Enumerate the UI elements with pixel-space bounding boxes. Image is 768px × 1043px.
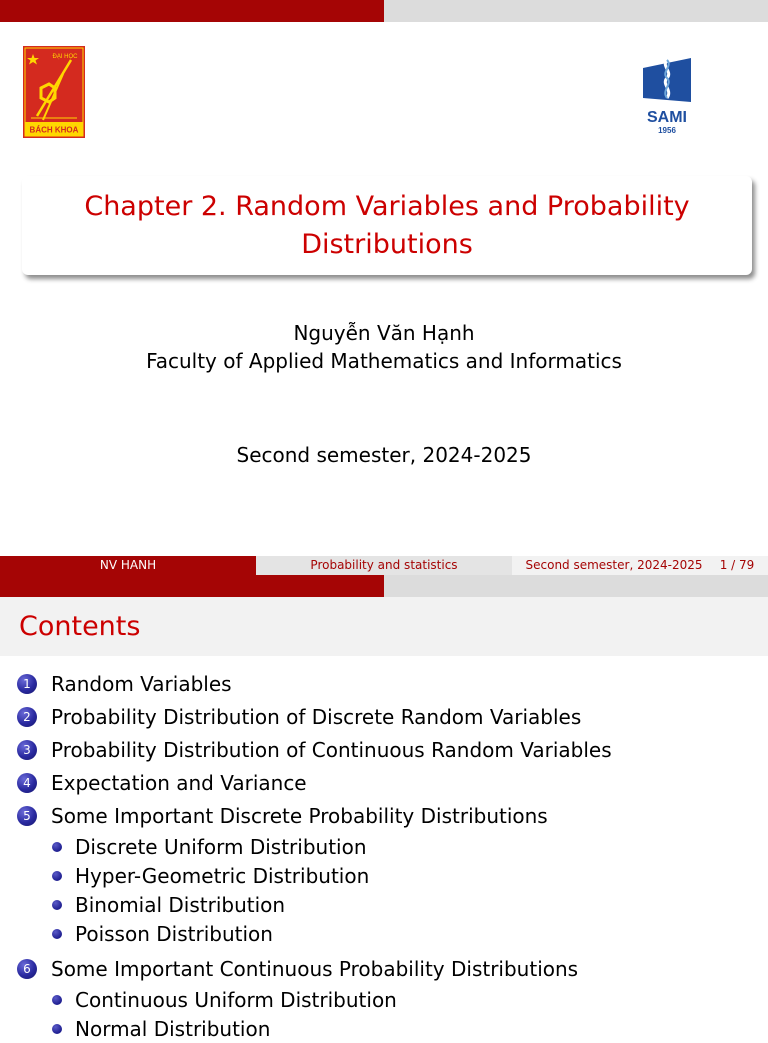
top-bar-gray [384,575,768,597]
section-number-badge: 2 [17,707,37,727]
logo-text-top: ĐẠI HỌC [52,54,78,60]
top-bar [0,575,768,597]
toc-subsection[interactable] [0,832,768,861]
subsection-label: Binomial Distribution [75,892,286,917]
toc-section-2[interactable] [0,700,768,733]
sami-text: SAMI [647,109,687,126]
section-label: Expectation and Variance [51,770,307,795]
semester-text: Second semester, 2024-2025 [236,443,532,467]
toc-section-6[interactable] [0,952,768,985]
toc-section-5[interactable] [0,799,768,832]
bullet-icon [52,929,62,939]
author-affiliation: Faculty of Applied Mathematics and Informatics [146,349,622,373]
toc-subsection[interactable] [0,861,768,890]
toc-subsection[interactable] [0,985,768,1014]
table-of-contents [0,667,768,1043]
subsection-label: Normal Distribution [75,1016,271,1041]
sami-year: 1956 [658,126,676,135]
footer-semester: Second semester, 2024-2025 [525,558,703,572]
slide-title: Chapter 2. Random Variables and Probability Distributions [84,190,690,260]
bach-khoa-logo [23,46,85,138]
top-bar-red [0,0,384,22]
author-block [0,319,768,375]
section-label: Some Important Continuous Probability Distributions [51,956,579,981]
footer-right [512,556,768,575]
contents-slide [0,575,768,1041]
toc-subsection[interactable] [0,1014,768,1043]
sami-logo [637,54,697,136]
section-label: Random Variables [51,671,232,696]
toc-subsection[interactable] [0,919,768,948]
section-number-badge: 5 [17,806,37,826]
bullet-icon [52,842,62,852]
section-number-badge: 1 [17,674,37,694]
title-box [22,176,752,275]
subsection-label: Discrete Uniform Distribution [75,834,367,859]
toc-section-4[interactable] [0,766,768,799]
top-bar-gray [384,0,768,22]
toc-section-3[interactable] [0,733,768,766]
contents-header [0,597,768,656]
footer-course: Probability and statistics [256,556,512,575]
slide-footer [0,556,768,575]
bullet-icon [52,871,62,881]
section-number-badge: 3 [17,740,37,760]
subsection-label: Continuous Uniform Distribution [75,987,397,1012]
section-label: Probability Distribution of Continuous Random Variables [51,737,612,762]
toc-section-1[interactable] [0,667,768,700]
logo-text-bottom: BÁCH KHOA [29,125,79,135]
bullet-icon [52,1024,62,1034]
toc-subsection[interactable] [0,890,768,919]
top-bar-red [0,575,384,597]
section-number-badge: 6 [17,959,37,979]
contents-title: Contents [19,611,141,642]
subsection-label: Poisson Distribution [75,921,273,946]
bullet-icon [52,900,62,910]
footer-page-number: 1 / 79 [719,558,755,572]
top-bar [0,0,768,22]
section-number-badge: 4 [17,773,37,793]
subsection-label: Hyper-Geometric Distribution [75,863,370,888]
section-label: Probability Distribution of Discrete Random Variables [51,704,582,729]
author-name: Nguyễn Văn Hạnh [293,321,475,345]
bullet-icon [52,995,62,1005]
section-label: Some Important Discrete Probability Distributions [51,803,548,828]
footer-author: NV HANH [0,556,256,575]
